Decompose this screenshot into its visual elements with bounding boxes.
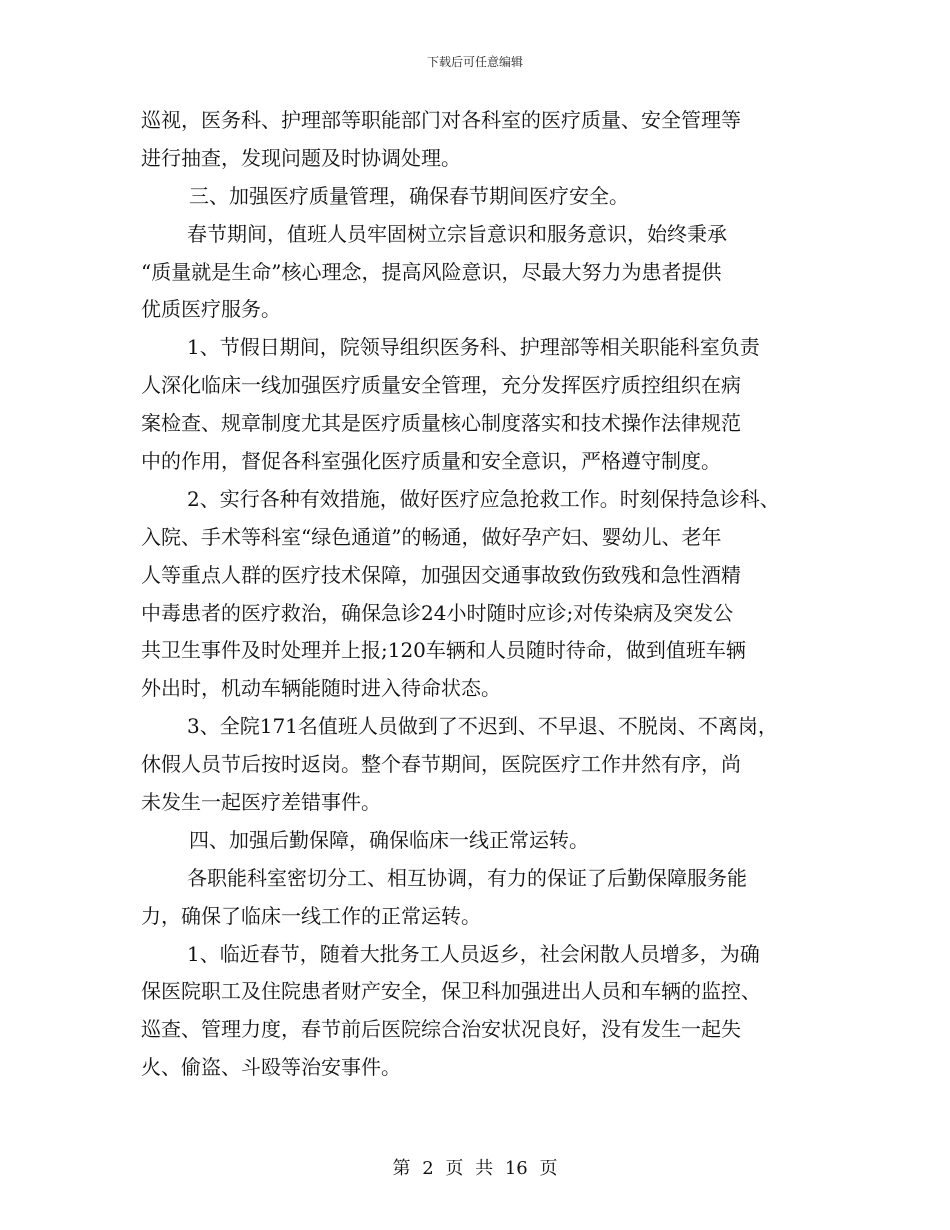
document-body bbox=[141, 102, 821, 1087]
text-line: 优质医疗服务。 bbox=[141, 297, 281, 322]
text-line: 入院、手术等科室“绿色通道”的畅通，做好孕产妇、婴幼儿、老年 bbox=[141, 524, 722, 549]
text-line: 1、临近春节，随着大批务工人员返乡，社会闲散人员增多，为确 bbox=[187, 941, 760, 966]
text-line: 中毒患者的医疗救治，确保急诊24小时随时应诊;对传染病及突发公 bbox=[141, 600, 734, 625]
text-line: 外出时，机动车辆能随时进入待命状态。 bbox=[141, 676, 501, 701]
text-line: 1、节假日期间，院领导组织医务科、护理部等相关职能科室负责 bbox=[187, 335, 760, 360]
page-number-footer: 第 2 页 共 16 页 bbox=[392, 1158, 558, 1179]
text-line: “质量就是生命”核心理念，提高风险意识，尽最大努力为患者提供 bbox=[141, 259, 722, 284]
text-line: 进行抽查，发现问题及时协调处理。 bbox=[141, 145, 461, 170]
text-line: 春节期间，值班人员牢固树立宗旨意识和服务意识，始终秉承 bbox=[187, 221, 727, 246]
text-line: 巡查、管理力度，春节前后医院综合治安状况良好，没有发生一起失 bbox=[141, 1017, 741, 1042]
text-line: 火、偷盗、斗殴等治安事件。 bbox=[141, 1055, 401, 1080]
text-line: 案检查、规章制度尤其是医疗质量核心制度落实和技术操作法律规范 bbox=[141, 411, 741, 436]
section-heading: 三、加强医疗质量管理，确保春节期间医疗安全。 bbox=[189, 183, 629, 208]
text-line: 中的作用，督促各科室强化医疗质量和安全意识，严格遵守制度。 bbox=[141, 449, 721, 474]
section-heading: 四、加强后勤保障，确保临床一线正常运转。 bbox=[189, 827, 589, 852]
text-line: 共卫生事件及时处理并上报;120车辆和人员随时待命，做到值班车辆 bbox=[141, 638, 746, 663]
text-line: 休假人员节后按时返岗。整个春节期间，医院医疗工作井然有序，尚 bbox=[141, 752, 741, 777]
text-line: 未发生一起医疗差错事件。 bbox=[141, 790, 381, 815]
text-line: 3、全院171名值班人员做到了不迟到、不早退、不脱岗、不离岗， bbox=[187, 714, 778, 739]
text-line: 保医院职工及住院患者财产安全，保卫科加强进出人员和车辆的监控、 bbox=[141, 979, 761, 1004]
text-line: 各职能科室密切分工、相互协调，有力的保证了后勤保障服务能 bbox=[187, 865, 747, 890]
text-line: 人等重点人群的医疗技术保障，加强因交通事故致伤致残和急性酒精 bbox=[141, 562, 741, 587]
text-line: 2、实行各种有效措施，做好医疗应急抢救工作。时刻保持急诊科、 bbox=[187, 486, 780, 511]
text-line: 人深化临床一线加强医疗质量安全管理，充分发挥医疗质控组织在病 bbox=[141, 373, 741, 398]
header-note: 下载后可任意编辑 bbox=[426, 55, 523, 69]
text-line: 巡视，医务科、护理部等职能部门对各科室的医疗质量、安全管理等 bbox=[141, 108, 741, 132]
text-line: 力，确保了临床一线工作的正常运转。 bbox=[141, 903, 481, 928]
